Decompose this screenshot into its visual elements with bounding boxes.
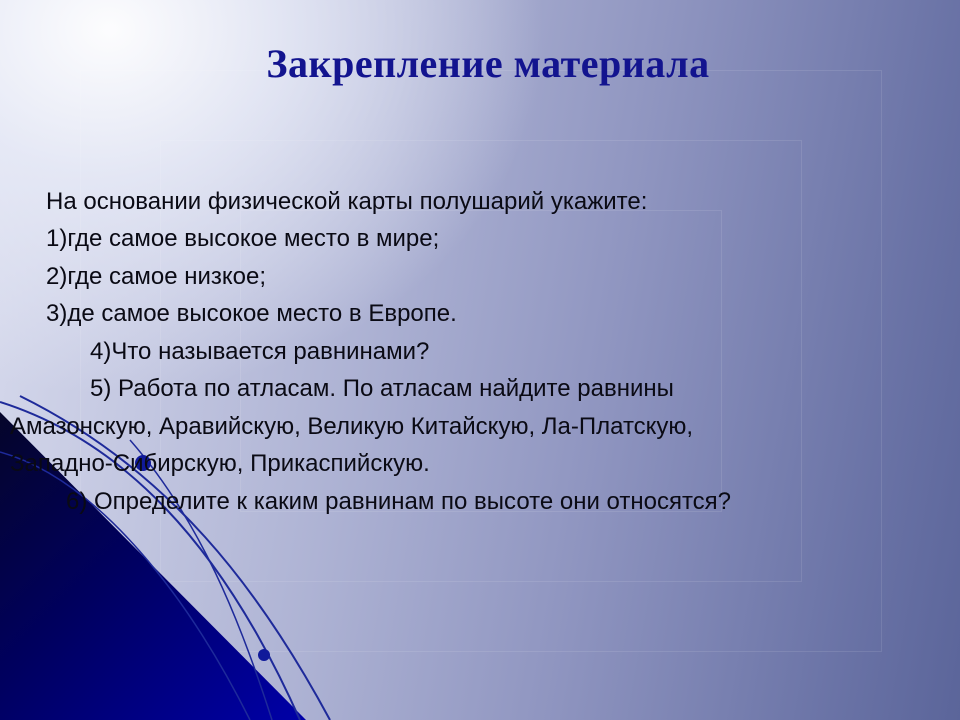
task-intro: На основании физической карты полушарий укажите: bbox=[46, 188, 648, 215]
task-item-2: 2)где самое низкое; bbox=[46, 263, 267, 290]
task-item-4: 4)Что называется равнинами? bbox=[90, 338, 430, 365]
task-item-5: 5) Работа по атласам. По атласам найдите равнины bbox=[90, 375, 674, 402]
task-item-6: 6) Определите к каким равнинам по высоте они относятся? bbox=[66, 488, 732, 515]
slide-title: Закрепление материала bbox=[266, 41, 710, 86]
task-item-1: 1)где самое высокое место в мире; bbox=[46, 225, 440, 252]
decor-dot bbox=[258, 649, 270, 661]
task-item-5-plains-cont: Западно-Сибирскую, Прикаспийскую. bbox=[10, 450, 430, 477]
task-item-5-plains: Амазонскую, Аравийскую, Великую Китайскую, Ла-Платскую, bbox=[10, 413, 694, 440]
task-item-3: 3)де самое высокое место в Европе. bbox=[46, 300, 457, 327]
